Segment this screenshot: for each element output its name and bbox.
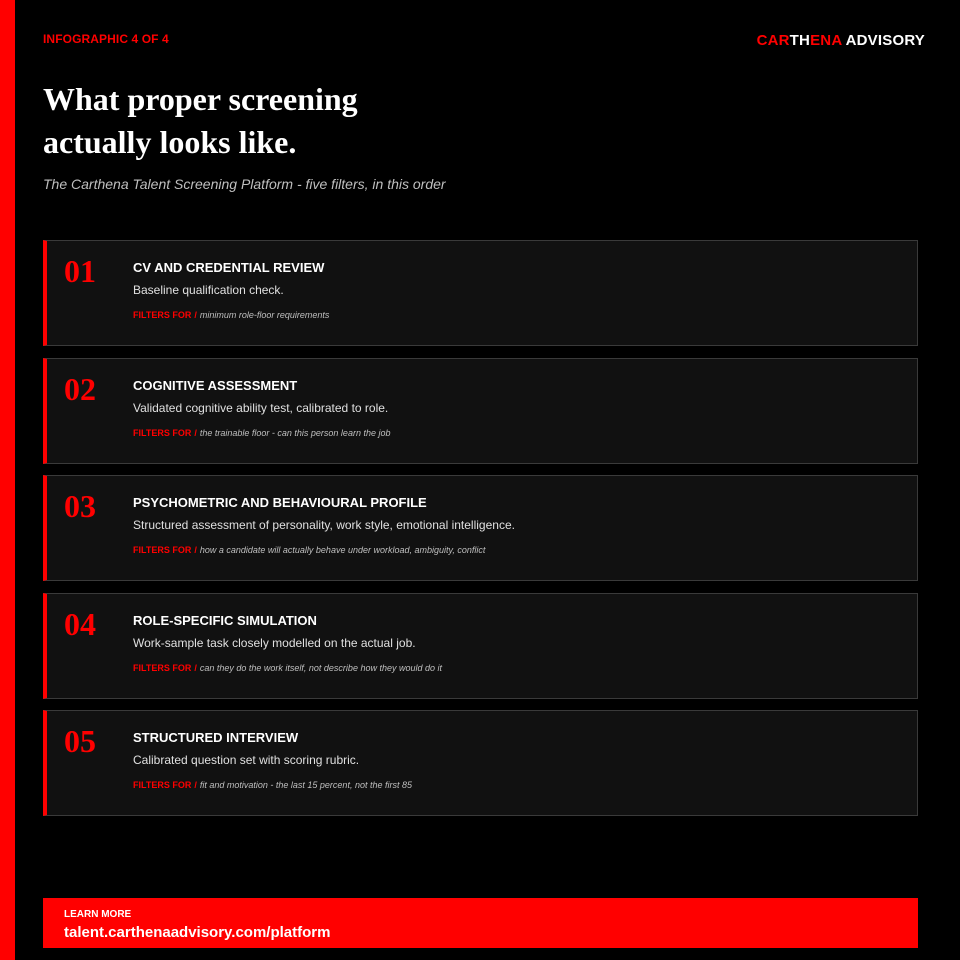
filter-value: the trainable floor - can this person learn the job — [199, 427, 391, 438]
step-description: Calibrated question set with scoring rubric. — [133, 753, 360, 767]
filter-value: fit and motivation - the last 15 percent, not the first 85 — [199, 780, 412, 790]
brand-part: ADVISORY — [841, 32, 925, 49]
filter-separator: / — [194, 545, 197, 555]
step-card-5 — [43, 710, 918, 816]
filter-value: can they do the work itself, not describe how they would do it — [199, 662, 442, 673]
step-title: COGNITIVE ASSESSMENT — [133, 377, 298, 393]
step-filter — [133, 663, 442, 673]
filter-label: FILTERS FOR — [133, 427, 192, 438]
brand-part: CAR — [756, 32, 790, 49]
step-title: STRUCTURED INTERVIEW — [133, 730, 299, 745]
step-title: ROLE-SPECIFIC SIMULATION — [133, 612, 317, 628]
page-subtitle: The Carthena Talent Screening Platform - five filters, in this order — [43, 176, 446, 192]
filter-label: FILTERS FOR — [133, 545, 192, 555]
filter-separator: / — [194, 662, 197, 673]
step-description: Validated cognitive ability test, calibrated to role. — [133, 400, 389, 415]
step-filter — [133, 780, 412, 790]
cta-label: LEARN MORE — [64, 909, 132, 920]
step-description: Work-sample task closely modelled on the actual job. — [133, 635, 416, 650]
brand-logo — [757, 32, 925, 49]
step-title: PSYCHOMETRIC AND BEHAVIOURAL PROFILE — [133, 495, 427, 510]
filter-separator: / — [194, 427, 197, 438]
step-description: Baseline qualification check. — [133, 283, 284, 297]
step-description: Structured assessment of personality, work style, emotional intelligence. — [133, 518, 515, 532]
step-card-1 — [43, 240, 918, 346]
filter-label: FILTERS FOR — [133, 780, 192, 790]
step-number: 03 — [64, 488, 96, 524]
brand-part: TH — [789, 32, 811, 49]
learn-more-banner[interactable] — [43, 898, 918, 948]
filter-separator: / — [194, 310, 197, 320]
step-filter — [133, 428, 390, 438]
accent-bar — [0, 0, 15, 960]
page-title — [43, 78, 358, 164]
step-title: CV AND CREDENTIAL REVIEW — [133, 260, 325, 275]
steps-list — [43, 240, 918, 828]
filter-separator: / — [194, 780, 197, 790]
step-card-2 — [43, 358, 918, 464]
step-card-4 — [43, 593, 918, 699]
step-number: 05 — [64, 723, 96, 759]
title-line-1: What proper screening — [43, 81, 358, 117]
filter-label: FILTERS FOR — [133, 662, 192, 673]
filter-label: FILTERS FOR — [133, 310, 192, 320]
filter-value: how a candidate will actually behave under workload, ambiguity, conflict — [199, 545, 486, 555]
step-number: 02 — [64, 370, 96, 407]
step-number: 01 — [64, 253, 96, 289]
brand-part: ENA — [810, 32, 842, 49]
step-filter — [133, 310, 329, 320]
step-filter — [133, 545, 485, 555]
infographic-counter: INFOGRAPHIC 4 OF 4 — [43, 32, 169, 46]
step-number: 04 — [64, 605, 96, 642]
filter-value: minimum role-floor requirements — [199, 310, 330, 320]
platform-link[interactable]: talent.carthenaadvisory.com/platform — [64, 924, 331, 941]
step-card-3 — [43, 475, 918, 581]
title-line-2: actually looks like. — [43, 124, 297, 160]
